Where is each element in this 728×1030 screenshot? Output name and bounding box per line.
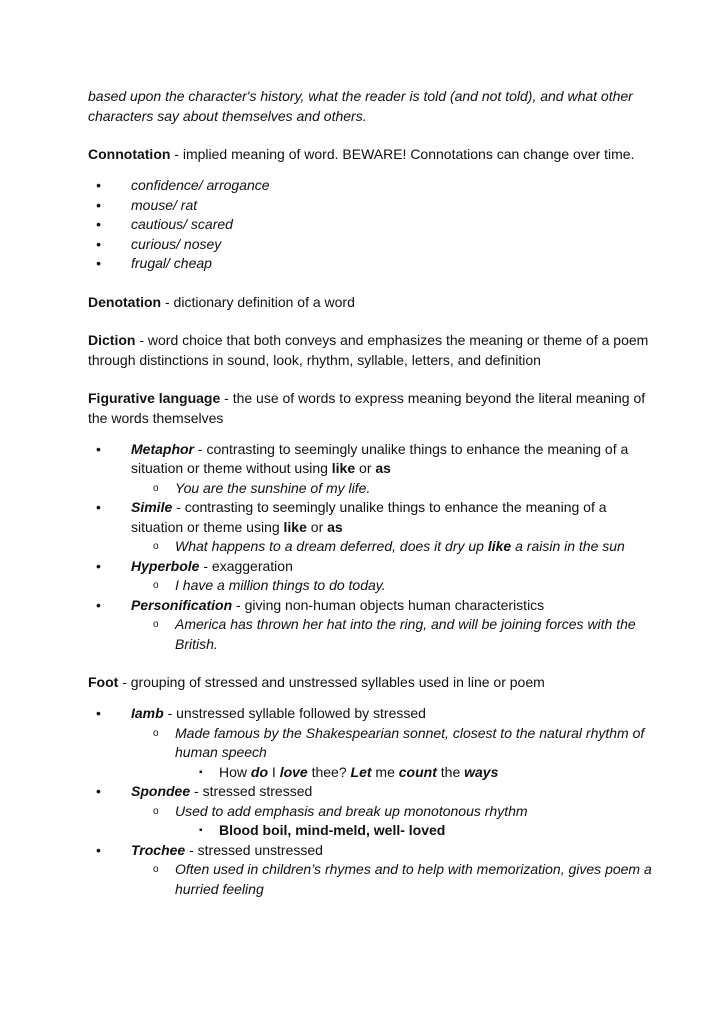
iamb-ex-stressed: Let [350,763,372,780]
term-simile: Simile [131,499,173,515]
foot-definition [88,672,658,692]
simile-def-text: - contrasting to seemingly unalike things to enhance the meaning of a situation or theme using [131,499,607,535]
list-item [175,763,658,783]
iamb-ex-word: thee? [307,763,351,780]
metaphor-like-word: like [331,460,356,476]
list-item: • frugal/ cheap [88,254,658,274]
connotation-definition [88,144,658,164]
figurative-types [88,440,658,655]
list-item: • confidence/ arrogance [88,176,658,196]
personification-def-text: - giving non-human objects human characteristics [232,596,545,613]
term-personification: Personification [131,596,233,613]
iamb-note-text: Made famous by the Shakespearian sonnet, closest to the natural rhythm of human speech [175,724,645,760]
simile-or-word: or [306,518,328,535]
list-item-hyperbole [88,557,658,596]
iamb-def-text: - unstressed syllable followed by stressed [163,705,426,721]
foot-def-text: - grouping of stressed and unstressed syllables used in line or poem [118,674,545,690]
iamb-ex-word: I [268,763,280,780]
list-item-personification [88,596,658,655]
iamb-ex-stressed: ways [464,763,499,780]
hyperbole-examples [131,576,658,596]
connotation-def-text: - implied meaning of word. BEWARE! Connotations can change over time. [170,146,635,162]
figurative-definition [88,388,658,428]
trochee-def-text: - stressed unstressed [185,841,323,858]
connotation-entry [88,144,658,274]
list-item-metaphor [88,440,658,499]
diction-def-text: - word choice that both conveys and emphasizes the meaning or theme of a poem through distinctions in sound, look, rhythm, syllable, letters, and definition [88,331,649,368]
metaphor-or-word: or [355,460,376,476]
iamb-ex-word: me [371,763,399,780]
iamb-examples [175,763,658,783]
list-item: • mouse/ rat [88,196,658,216]
iamb-notes [131,724,658,783]
list-item: • cautious/ scared [88,215,658,235]
simile-as-word: as [327,518,343,535]
iamb-ex-stressed: count [398,763,437,780]
foot-types [88,704,658,899]
personification-examples [131,615,658,654]
iamb-ex-word: How [219,763,251,780]
denotation-entry [88,292,658,312]
spondee-examples [175,821,658,841]
simile-example-like: like [487,538,512,554]
term-spondee: Spondee [131,783,191,799]
foot-entry [88,672,658,899]
list-item-spondee [88,782,658,841]
iamb-ex-stressed: do [250,763,269,780]
term-figurative: Figurative language [88,389,221,406]
simile-example-part-b: a raisin in the sun [511,538,625,554]
term-diction: Diction [88,331,136,348]
figurative-def-text: - the use of words to express meaning beyond the literal meaning of the words themselves [88,389,646,426]
hyperbole-def-text: - exaggeration [199,557,293,574]
term-connotation: Connotation [88,146,171,162]
list-item: • curious/ nosey [88,235,658,255]
list-item: ▪ Blood boil, mind-meld, well- loved [175,821,658,841]
document-page [88,86,658,917]
spondee-notes [131,802,658,841]
list-item: o Often used in children’s rhymes and to help with memorization, gives poem a hurried feeling [131,860,658,899]
list-item-iamb [88,704,658,782]
iamb-ex-word: the [436,763,465,780]
simile-like-word: like [283,518,307,535]
list-item [131,802,658,841]
connotation-examples [88,176,658,274]
intro-text: based upon the character's history, what the reader is told (and not told), and what other characters say about themselves and others. [88,88,633,124]
term-iamb: Iamb [131,705,164,721]
list-item [131,724,658,783]
list-item-trochee [88,841,658,900]
list-item: o I have a million things to do today. [131,576,658,596]
term-hyperbole: Hyperbole [131,557,200,574]
figurative-entry [88,388,658,655]
trochee-notes [131,860,658,899]
metaphor-examples [131,479,658,499]
list-item [131,537,658,557]
list-item: o You are the sunshine of my life. [131,479,658,499]
metaphor-def-text: - contrasting to seemingly unalike things to enhance the meaning of a situation or theme without using [131,440,629,476]
simile-examples [131,537,658,557]
metaphor-as-word: as [375,460,391,476]
spondee-note-text: Used to add emphasis and break up monotonous rhythm [175,802,528,819]
term-foot: Foot [88,674,119,690]
denotation-def-text: - dictionary definition of a word [161,293,355,310]
term-metaphor: Metaphor [131,440,194,457]
list-item: o America has thrown her hat into the ring, and will be joining forces with the British. [131,615,658,654]
spondee-def-text: - stressed stressed [190,783,313,799]
simile-example-part-a: What happens to a dream deferred, does it dry up [175,538,488,554]
term-denotation: Denotation [88,293,162,310]
term-trochee: Trochee [131,841,186,858]
list-item-simile [88,498,658,557]
iamb-ex-stressed: love [279,763,308,780]
diction-entry [88,330,658,370]
